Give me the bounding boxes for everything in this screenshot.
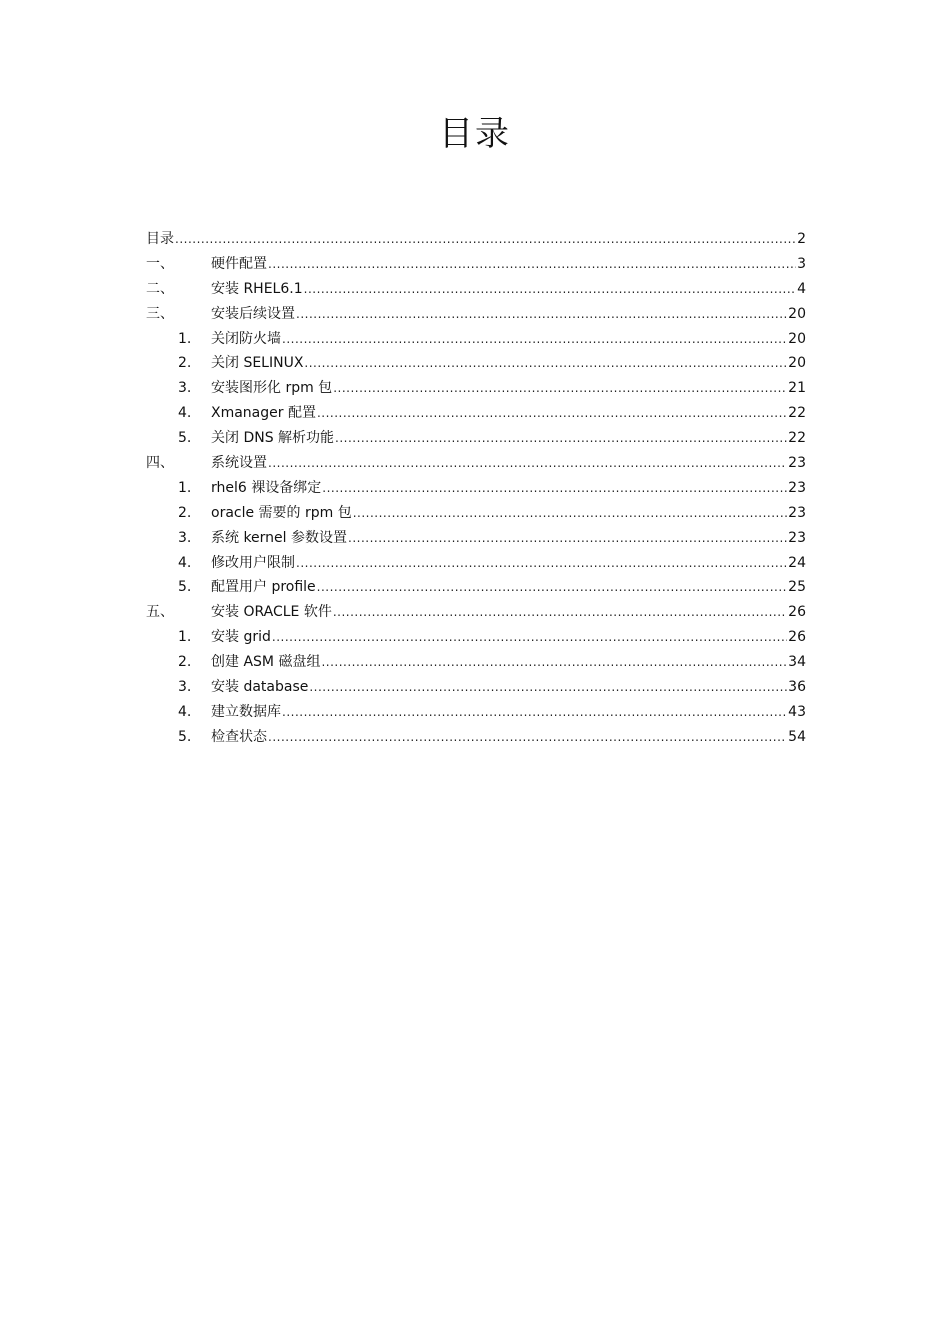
toc-entry-number: 5.: [178, 579, 192, 596]
toc-entry[interactable]: [146, 501, 806, 526]
dot-leader: [268, 252, 796, 277]
toc-entry-page: 22: [788, 430, 806, 447]
toc-entry-number: 5.: [178, 430, 192, 447]
toc-entry[interactable]: [146, 327, 806, 352]
toc-entry-number: 一、: [146, 255, 174, 272]
table-of-contents: [146, 227, 806, 750]
dot-leader: [296, 551, 787, 576]
toc-entry[interactable]: [146, 451, 806, 476]
toc-entry-number: 3.: [178, 380, 192, 397]
toc-entry-page: 23: [788, 455, 806, 472]
toc-entry-title: Xmanager 配置: [211, 405, 316, 422]
dot-leader: [321, 650, 787, 675]
toc-entry-number: 4.: [178, 405, 192, 422]
toc-entry-page: 26: [788, 629, 806, 646]
toc-entry-title: 关闭 DNS 解析功能: [211, 430, 335, 447]
toc-entry-number: 1.: [178, 330, 192, 347]
toc-entry-number: 二、: [146, 280, 174, 297]
toc-entry-title: 目录: [146, 231, 174, 247]
dot-leader: [175, 227, 796, 252]
toc-entry-title: 硬件配置: [211, 255, 267, 272]
dot-leader: [348, 526, 787, 551]
toc-entry-number: 1.: [178, 629, 192, 646]
toc-entry-page: 24: [788, 554, 806, 571]
dot-leader: [322, 476, 787, 501]
page-title: 目录: [439, 114, 511, 154]
toc-entry-page: 2: [797, 231, 806, 247]
toc-entry-title: 系统 kernel 参数设置: [211, 529, 348, 546]
toc-entry-number: 4.: [178, 554, 192, 571]
toc-entry-title: 创建 ASM 磁盘组: [211, 654, 321, 671]
toc-entry-page: 34: [788, 654, 806, 671]
toc-entry[interactable]: [146, 401, 806, 426]
toc-entry-number: 1.: [178, 479, 192, 496]
toc-entry[interactable]: [146, 302, 806, 327]
toc-entry[interactable]: [146, 551, 806, 576]
toc-entry-page: 22: [788, 405, 806, 422]
toc-entry-title: 系统设置: [211, 455, 267, 472]
dot-leader: [317, 575, 788, 600]
dot-leader: [335, 426, 787, 451]
toc-entry-number: 2.: [178, 504, 192, 521]
toc-entry-number: 5.: [178, 728, 192, 745]
toc-entry[interactable]: [146, 526, 806, 551]
toc-entry-page: 23: [788, 529, 806, 546]
toc-entry-title: rhel6 裸设备绑定: [211, 479, 322, 496]
toc-entry-page: 4: [797, 280, 806, 297]
toc-entry-page: 36: [788, 679, 806, 696]
toc-entry[interactable]: [146, 700, 806, 725]
toc-entry[interactable]: [146, 277, 806, 302]
toc-entry[interactable]: [146, 575, 806, 600]
toc-entry[interactable]: [146, 351, 806, 376]
toc-entry-page: 25: [788, 579, 806, 596]
toc-entry[interactable]: [146, 426, 806, 451]
toc-entry[interactable]: [146, 252, 806, 277]
toc-entry-title: 关闭 SELINUX: [211, 355, 304, 372]
dot-leader: [304, 277, 796, 302]
toc-entry-title: 安装 grid: [211, 629, 271, 646]
toc-entry-number: 五、: [146, 604, 174, 621]
toc-entry[interactable]: [146, 625, 806, 650]
toc-entry-title: 配置用户 profile: [211, 579, 316, 596]
toc-entry-page: 23: [788, 479, 806, 496]
toc-entry-number: 4.: [178, 703, 192, 720]
dot-leader: [353, 501, 787, 526]
dot-leader: [268, 725, 787, 750]
toc-entry-page: 43: [788, 703, 806, 720]
toc-entry[interactable]: [146, 725, 806, 750]
toc-entry-page: 54: [788, 728, 806, 745]
toc-entry-number: 四、: [146, 455, 174, 472]
toc-entry-page: 20: [788, 305, 806, 322]
toc-entry-page: 21: [788, 380, 806, 397]
toc-entry-title: oracle 需要的 rpm 包: [211, 504, 352, 521]
toc-entry-title: 安装后续设置: [211, 305, 295, 322]
toc-entry[interactable]: [146, 675, 806, 700]
toc-entry-title: 安装 database: [211, 679, 309, 696]
toc-entry-title: 安装 ORACLE 软件: [211, 604, 332, 621]
toc-entry-title: 修改用户限制: [211, 554, 295, 571]
toc-entry-page: 20: [788, 355, 806, 372]
dot-leader: [304, 351, 787, 376]
toc-entry-title: 建立数据库: [211, 703, 281, 720]
toc-entry[interactable]: [146, 227, 806, 252]
toc-entry-number: 3.: [178, 679, 192, 696]
toc-entry[interactable]: [146, 376, 806, 401]
toc-entry[interactable]: [146, 650, 806, 675]
dot-leader: [272, 625, 787, 650]
toc-entry-title: 安装图形化 rpm 包: [211, 380, 333, 397]
toc-entry-number: 三、: [146, 305, 174, 322]
toc-entry-title: 检查状态: [211, 728, 267, 745]
dot-leader: [333, 376, 787, 401]
toc-entry-page: 3: [797, 255, 806, 272]
toc-entry-page: 26: [788, 604, 806, 621]
toc-entry-number: 3.: [178, 529, 192, 546]
toc-entry-title: 关闭防火墙: [211, 330, 281, 347]
toc-entry-title: 安装 RHEL6.1: [211, 280, 303, 297]
toc-entry[interactable]: [146, 600, 806, 625]
dot-leader: [268, 451, 787, 476]
toc-entry[interactable]: [146, 476, 806, 501]
toc-entry-number: 2.: [178, 654, 192, 671]
toc-entry-page: 20: [788, 330, 806, 347]
dot-leader: [333, 600, 787, 625]
dot-leader: [282, 327, 787, 352]
dot-leader: [296, 302, 787, 327]
toc-entry-page: 23: [788, 504, 806, 521]
dot-leader: [309, 675, 787, 700]
dot-leader: [282, 700, 787, 725]
dot-leader: [317, 401, 787, 426]
toc-entry-number: 2.: [178, 355, 192, 372]
